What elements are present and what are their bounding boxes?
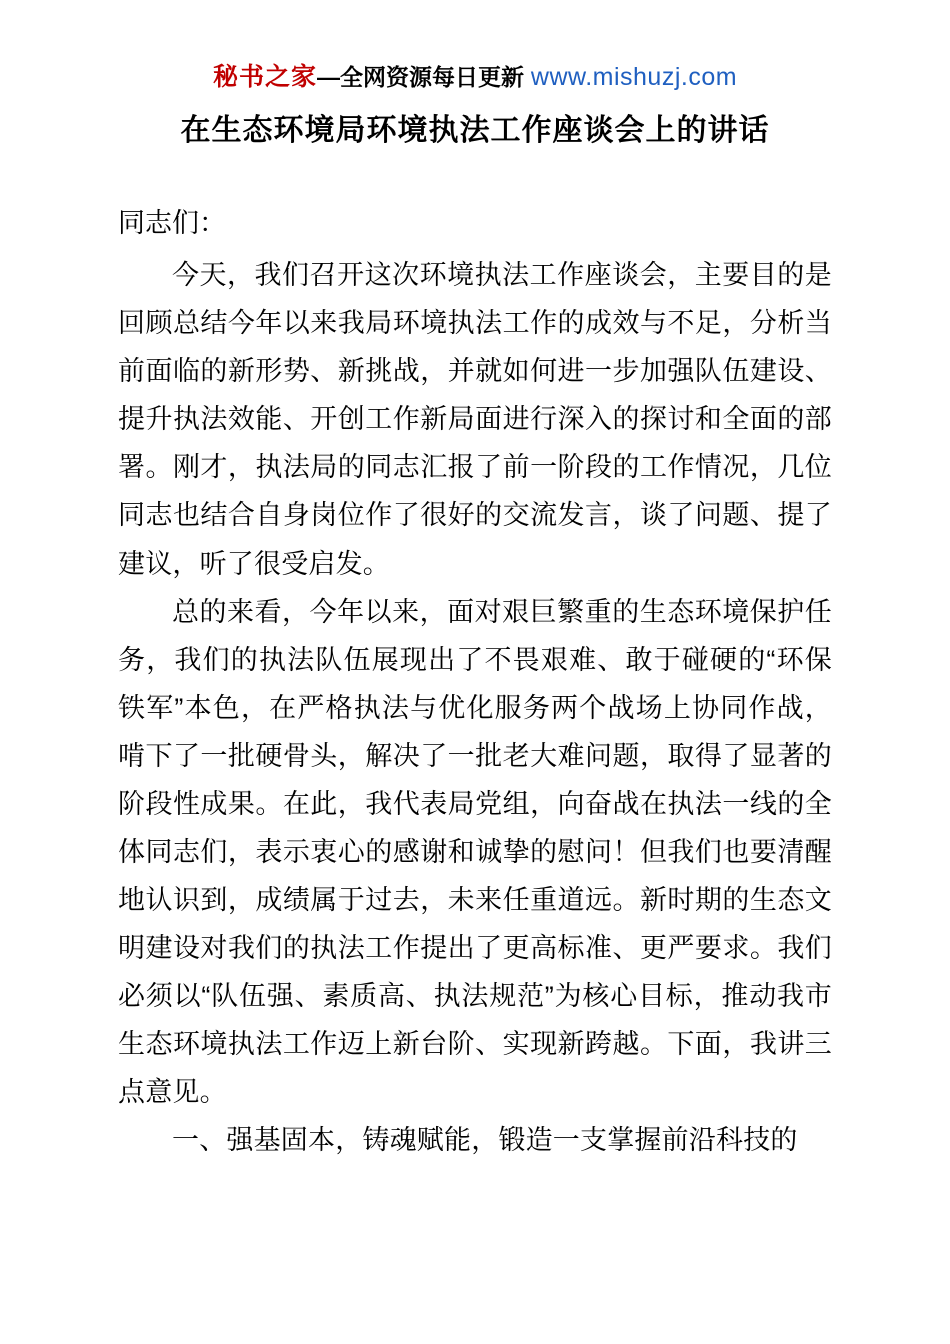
paragraph-1: 今天，我们召开这次环境执法工作座谈会，主要目的是回顾总结今年以来我局环境执法工作的成效与不足，分析当前面临的新形势、新挑战，并就如何进一步加强队伍建设、提升执法效能、开创工作新局面进行深入的探讨和全面的部署。刚才，执法局的同志汇报了前一阶段的工作情况，几位同志也结合自身岗位作了很好的交流发言，谈了问题、提了建议，听了很受启发。 (118, 260, 832, 579)
site-url[interactable]: www.mishuzj.com (530, 63, 738, 91)
site-brand: 秘书之家 (212, 63, 317, 91)
document-body (118, 200, 832, 1164)
salutation: 同志们： (118, 208, 226, 238)
paragraph-3: 一、强基固本，铸魂赋能，锻造一支掌握前沿科技的 (172, 1125, 798, 1156)
site-watermark (118, 62, 832, 92)
site-tagline: —全网资源每日更新 (316, 64, 524, 90)
paragraph-2: 总的来看，今年以来，面对艰巨繁重的生态环境保护任务，我们的执法队伍展现出了不畏艰难、敢于碰硬的“环保铁军”本色，在严格执法与优化服务两个战场上协同作战，啃下了一批硬骨头，解决了一批老大难问题，取得了显著的阶段性成果。在此，我代表局党组，向奋战在执法一线的全体同志们，表示衷心的感谢和诚挚的慰问！但我们也要清醒地认识到，成绩属于过去，未来任重道远。新时期的生态文明建设对我们的执法工作提出了更高标准、更严要求。我们必须以“队伍强、素质高、执法规范”为核心目标，推动我市生态环境执法工作迈上新台阶、实现新跨越。下面，我讲三点意见。 (118, 596, 832, 1108)
page-title: 在生态环境局环境执法工作座谈会上的讲话 (180, 114, 770, 147)
